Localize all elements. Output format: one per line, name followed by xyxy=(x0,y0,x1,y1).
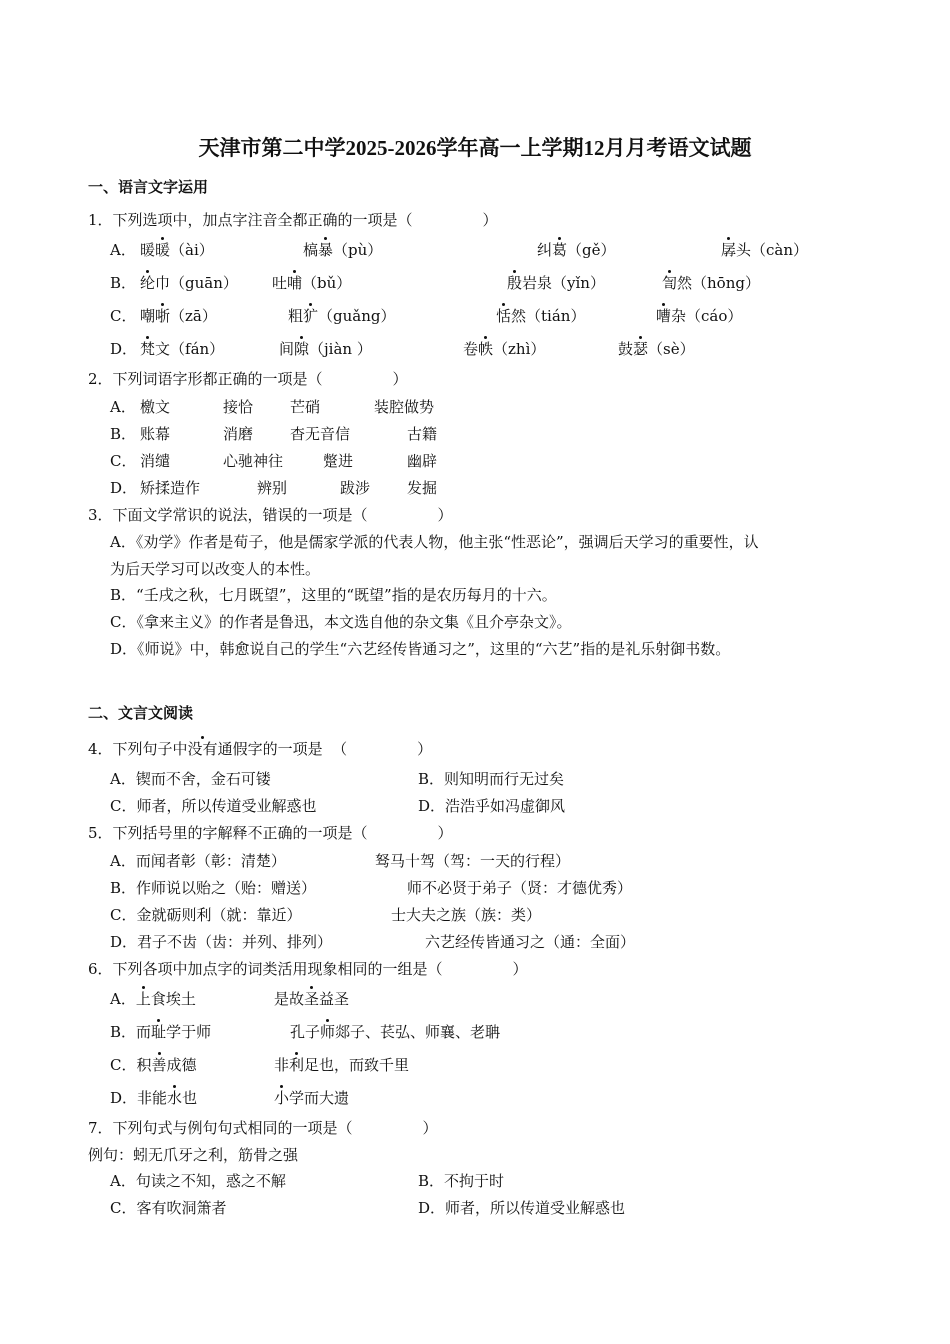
page-title: 天津市第二中学2025-2026学年高一上学期12月月考语文试题 xyxy=(198,136,752,160)
q2-c-word-1: 消缱 xyxy=(140,452,171,470)
q5-option-b-part-1: B．作师说以贻之（贻：赠送） xyxy=(110,879,317,897)
q1-b-item-3: 殷岩泉（yǐn） xyxy=(507,274,605,292)
q1-d-item-4: 鼓瑟（sè） xyxy=(618,340,695,358)
q2-b-word-2: 消磨 xyxy=(223,425,254,443)
q2-b-word-3: 杳无音信 xyxy=(290,425,351,443)
q3-option-a-line-2: 为后天学习可以改变人的本性。 xyxy=(110,560,321,578)
q3-option-a-line-1: A．《劝学》作者是荀子，他是儒家学派的代表人物，他主张“性恶论”，强调后天学习的重要性，认 xyxy=(110,533,759,551)
section-heading-2: 二、文言文阅读 xyxy=(88,704,194,722)
q2-option-d-label: D． xyxy=(110,479,138,497)
q2-d-word-3: 跋涉 xyxy=(340,479,371,497)
q3-option-b: B．“壬戌之秋，七月既望”，这里的“既望”指的是农历每月的十六。 xyxy=(110,586,557,604)
q6-option-d-part-1: D．非能水也 xyxy=(110,1089,198,1107)
q2-a-word-1: 檄文 xyxy=(140,398,171,416)
q4-option-d: D．浩浩乎如冯虚御风 xyxy=(418,797,566,815)
q2-c-word-2: 心驰神往 xyxy=(223,452,284,470)
q1-option-c-label: C． xyxy=(110,307,137,325)
q2-a-word-3: 芒硝 xyxy=(290,398,321,416)
q1-a-item-2: 槁暴（pù） xyxy=(303,241,383,259)
q5-option-d-part-1: D．君子不齿（齿：并列、排列） xyxy=(110,933,333,951)
q3-option-c: C．《拿来主义》的作者是鲁迅，本文选自他的杂文集《且介亭杂文》。 xyxy=(110,613,572,631)
q1-option-a-label: A． xyxy=(110,241,136,259)
q2-d-word-1: 矫揉造作 xyxy=(140,479,201,497)
q1-d-item-1: 梵文（fán） xyxy=(140,340,225,358)
q1-b-item-1: 纶巾（guān） xyxy=(140,274,238,292)
q1-c-item-4: 嘈杂（cáo） xyxy=(656,307,743,325)
q2-option-c-label: C． xyxy=(110,452,137,470)
question-1-stem: 1．下列选项中，加点字注音全都正确的一项是（ ） xyxy=(88,211,498,229)
question-5-stem: 5．下列括号里的字解释不正确的一项是（ ） xyxy=(88,824,453,842)
q1-option-d-label: D． xyxy=(110,340,138,358)
q2-option-b-label: B． xyxy=(110,425,137,443)
q5-option-c-part-1: C．金就砺则利（就：靠近） xyxy=(110,906,302,924)
q1-b-item-2: 吐哺（bǔ） xyxy=(272,274,352,292)
question-4-stem: 4．下列句子中没有通假字的一项是 （ ） xyxy=(88,740,433,758)
q2-c-word-3: 蹩进 xyxy=(323,452,354,470)
q6-option-b-part-2: 孔子师郯子、苌弘、师襄、老聃 xyxy=(290,1023,501,1041)
question-3-stem: 3．下面文学常识的说法，错误的一项是（ ） xyxy=(88,506,453,524)
q4-option-a: A．锲而不舍，金石可镂 xyxy=(110,770,271,788)
q7-option-c: C．客有吹洞箫者 xyxy=(110,1199,227,1217)
section-heading-1: 一、语言文字运用 xyxy=(88,178,209,196)
q5-option-d-part-2: 六艺经传皆通习之（通：全面） xyxy=(425,933,636,951)
q1-c-item-2: 粗犷（guǎng） xyxy=(288,307,396,325)
q6-option-a-part-1: A．上食埃土 xyxy=(110,990,196,1008)
q1-a-item-1: 暖暖（ài） xyxy=(140,241,214,259)
q7-example: 例句：蚓无爪牙之利，筋骨之强 xyxy=(88,1146,299,1164)
q5-option-b-part-2: 师不必贤于弟子（贤：才德优秀） xyxy=(407,879,633,897)
q1-a-item-3: 纠葛（gě） xyxy=(537,241,616,259)
q7-option-b: B．不拘于时 xyxy=(418,1172,505,1190)
question-6-stem: 6．下列各项中加点字的词类活用现象相同的一组是（ ） xyxy=(88,960,528,978)
question-7-stem: 7．下列句式与例句句式相同的一项是（ ） xyxy=(88,1119,438,1137)
q3-option-d: D．《师说》中，韩愈说自己的学生“六艺经传皆通习之”，这里的“六艺”指的是礼乐射御书数。 xyxy=(110,640,731,658)
question-2-stem: 2．下列词语字形都正确的一项是（ ） xyxy=(88,370,408,388)
q1-d-item-3: 卷帙（zhì） xyxy=(463,340,546,358)
q2-a-word-2: 接恰 xyxy=(223,398,254,416)
q6-option-b-part-1: B．而耻学于师 xyxy=(110,1023,212,1041)
q2-a-word-4: 装腔做势 xyxy=(374,398,435,416)
q2-d-word-4: 发掘 xyxy=(407,479,438,497)
q1-d-item-2: 间隙（jiàn ） xyxy=(279,340,372,358)
q1-c-item-3: 恬然（tián） xyxy=(496,307,586,325)
q1-option-b-label: B． xyxy=(110,274,137,292)
q5-option-c-part-2: 士大夫之族（族：类） xyxy=(391,906,542,924)
q2-d-word-2: 辨别 xyxy=(257,479,288,497)
q5-option-a-part-2: 驽马十驾（驾：一天的行程） xyxy=(375,852,571,870)
q2-c-word-4: 幽辟 xyxy=(407,452,438,470)
q7-option-a: A．句读之不知，惑之不解 xyxy=(110,1172,286,1190)
q6-option-c-part-2: 非利足也，而致千里 xyxy=(274,1056,410,1074)
q2-b-word-1: 账幕 xyxy=(140,425,171,443)
q2-b-word-4: 古籍 xyxy=(407,425,438,443)
q1-c-item-1: 嘲哳（zā） xyxy=(140,307,217,325)
q6-option-d-part-2: 小学而大遗 xyxy=(274,1089,350,1107)
q1-b-item-4: 訇然（hōng） xyxy=(662,274,760,292)
q4-option-c: C．师者，所以传道受业解惑也 xyxy=(110,797,317,815)
q5-option-a-part-1: A．而闻者彰（彰：清楚） xyxy=(110,852,286,870)
q6-option-c-part-1: C．积善成德 xyxy=(110,1056,197,1074)
q6-option-a-part-2: 是故圣益圣 xyxy=(274,990,350,1008)
q4-option-b: B．则知明而行无过矣 xyxy=(418,770,565,788)
q1-a-item-4: 孱头（càn） xyxy=(721,241,809,259)
q7-option-d: D．师者，所以传道受业解惑也 xyxy=(418,1199,626,1217)
q2-option-a-label: A． xyxy=(110,398,136,416)
